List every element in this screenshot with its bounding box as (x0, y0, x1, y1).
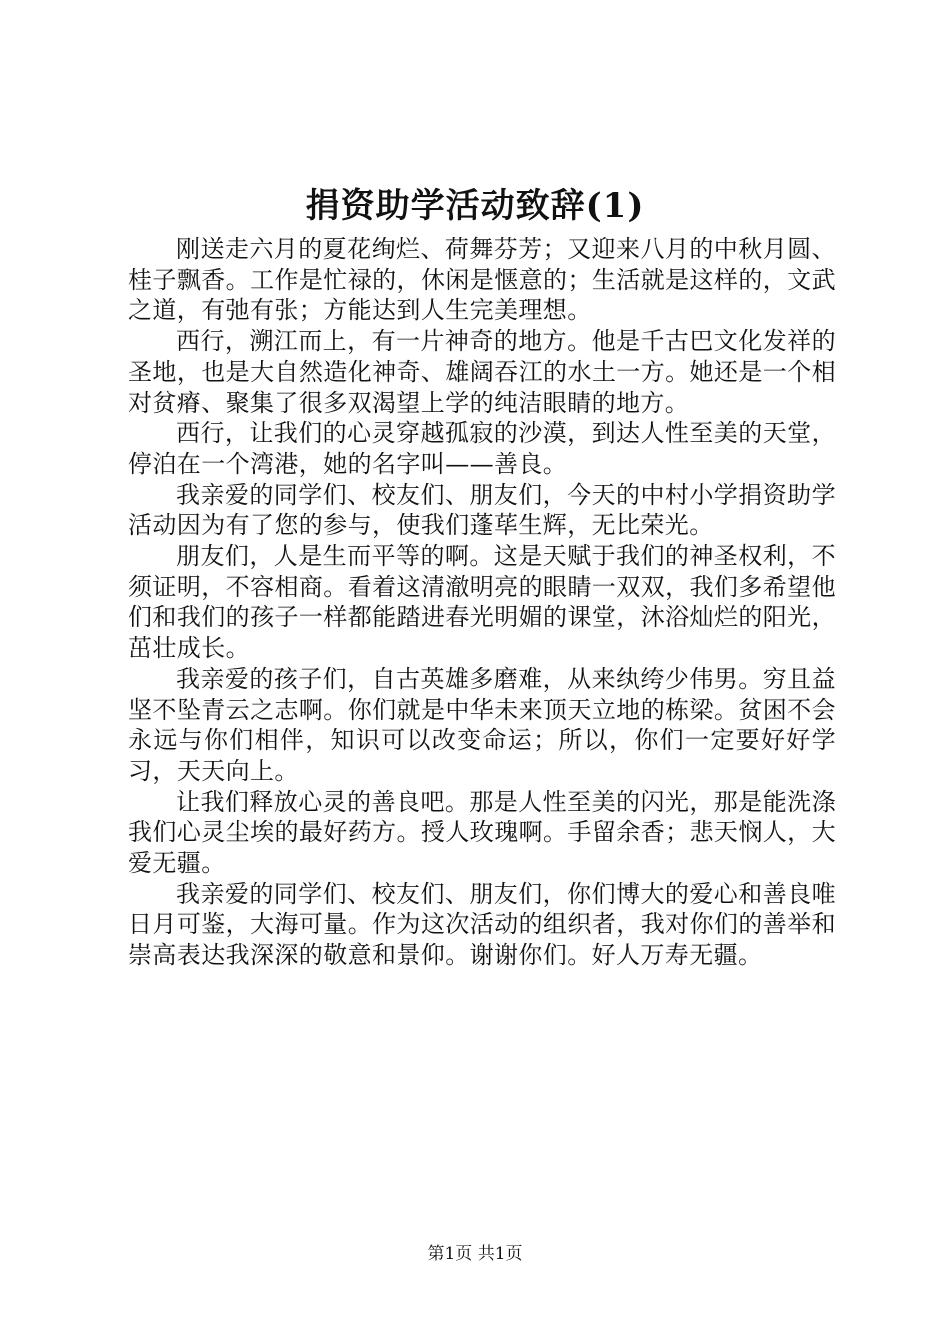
page-number-footer: 第1页 共1页 (427, 1244, 523, 1264)
paragraph-2: 西行，溯江而上，有一片神奇的地方。他是千古巴文化发祥的圣地，也是大自然造化神奇、雄阔吞江的水土一方。她还是一个相对贫瘠、聚集了很多双渴望上学的纯洁眼睛的地方。 (128, 327, 836, 417)
paragraph-6: 我亲爱的孩子们，自古英雄多磨难，从来纨绔少伟男。穷且益坚不坠青云之志啊。你们就是中华未来顶天立地的栋梁。贫困不会永远与你们相伴，知识可以改变命运；所以，你们一定要好好学习，天天向上。 (128, 664, 836, 785)
paragraph-1: 刚送走六月的夏花绚烂、荷舞芬芳；又迎来八月的中秋月圆、桂子飘香。工作是忙禄的，休闲是惬意的；生活就是这样的，文武之道，有弛有张；方能达到人生完美理想。 (128, 235, 836, 325)
paragraph-5: 朋友们，人是生而平等的啊。这是天赋于我们的神圣权利，不须证明，不容相商。看着这清澈明亮的眼睛一双双，我们多希望他们和我们的孩子一样都能踏进春光明媚的课堂，沐浴灿烂的阳光，茁壮成长。 (128, 542, 836, 663)
paragraph-3: 西行，让我们的心灵穿越孤寂的沙漠，到达人性至美的天堂，停泊在一个湾港，她的名字叫——善良。 (128, 419, 836, 478)
paragraph-4: 我亲爱的同学们、校友们、朋友们，今天的中村小学捐资助学活动因为有了您的参与，使我们蓬荜生辉，无比荣光。 (128, 480, 836, 540)
paragraph-7: 让我们释放心灵的善良吧。那是人性至美的闪光，那是能洗涤我们心灵尘埃的最好药方。授人玫瑰啊。手留余香；悲天悯人，大爱无疆。 (128, 787, 836, 878)
document-title: 捐资助学活动致辞(1) (305, 186, 645, 226)
paragraph-8: 我亲爱的同学们、校友们、朋友们，你们博大的爱心和善良唯日月可鉴，大海可量。作为这次活动的组织者，我对你们的善举和崇高表达我深深的敬意和景仰。谢谢你们。好人万寿无疆。 (128, 879, 836, 970)
document-body (128, 234, 836, 971)
